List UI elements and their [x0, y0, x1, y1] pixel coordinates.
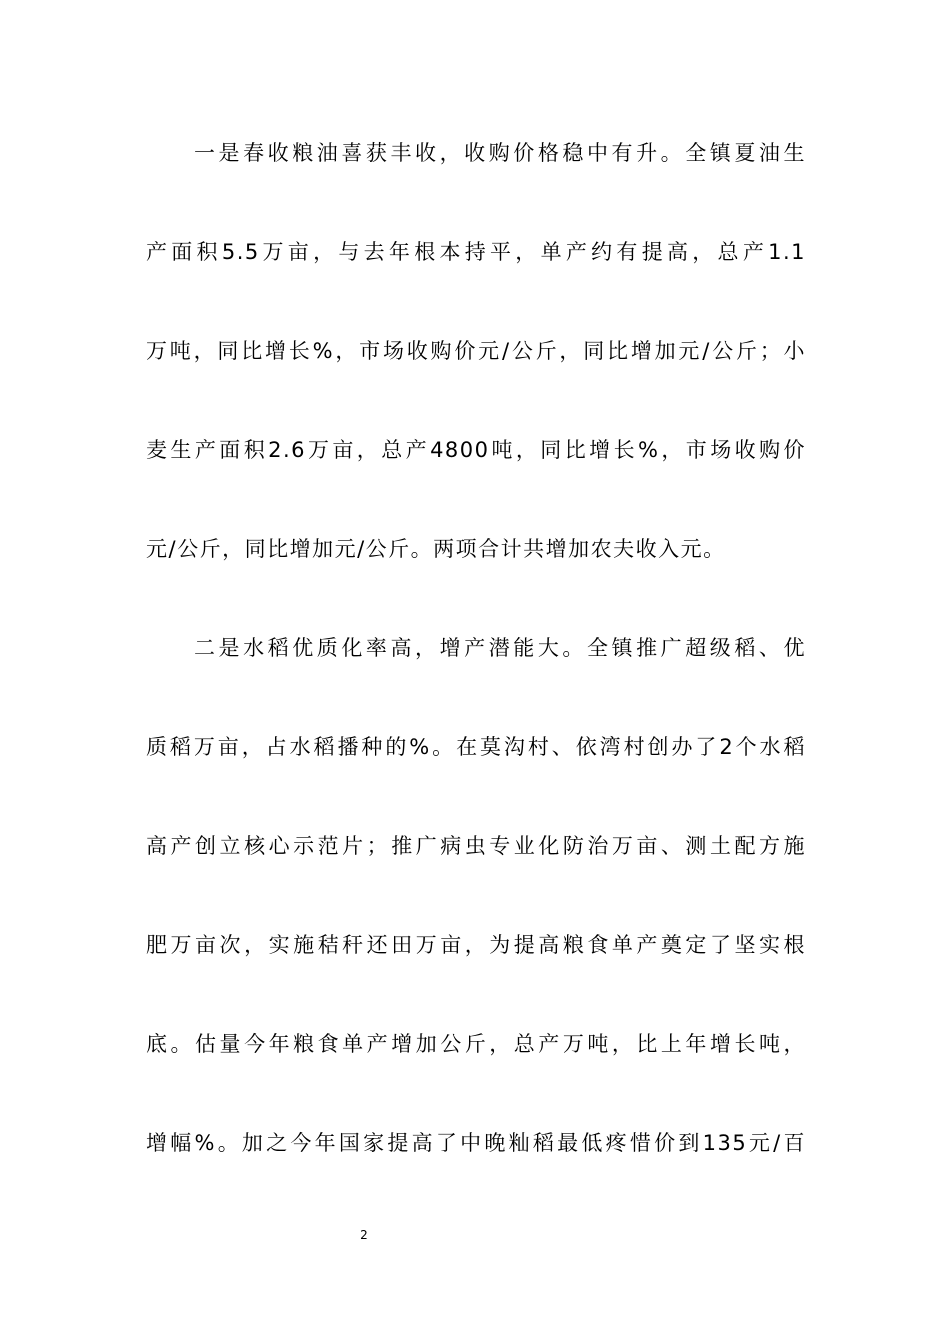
- paragraph-2-line-4: 肥万亩次，实施秸秆还田万亩，为提高粮食单产奠定了坚实根: [146, 933, 806, 957]
- paragraph-2-line-3: 高产创立核心示范片；推广病虫专业化防治万亩、测土配方施: [146, 834, 806, 858]
- paragraph-1-line-2: 产面积5.5万亩，与去年根本持平，单产约有提高，总产1.1: [146, 240, 806, 264]
- paragraph-1-line-1: 一是春收粮油喜获丰收，收购价格稳中有升。全镇夏油生: [194, 141, 806, 165]
- paragraph-1-line-5: 元/公斤，同比增加元/公斤。两项合计共增加农夫收入元。: [146, 537, 726, 561]
- page-number: 2: [360, 1228, 368, 1242]
- paragraph-1-line-3: 万吨，同比增长%，市场收购价元/公斤，同比增加元/公斤；小: [146, 339, 806, 363]
- paragraph-2-line-1: 二是水稻优质化率高，增产潜能大。全镇推广超级稻、优: [194, 636, 806, 660]
- paragraph-2-line-6: 增幅%。加之今年国家提高了中晚籼稻最低疼惜价到135元/百: [146, 1131, 806, 1155]
- paragraph-2-line-2: 质稻万亩，占水稻播种的%。在莫沟村、依湾村创办了2个水稻: [146, 735, 806, 759]
- paragraph-2-line-5: 底。估量今年粮食单产增加公斤，总产万吨，比上年增长吨，: [146, 1032, 806, 1056]
- paragraph-1-line-4: 麦生产面积2.6万亩，总产4800吨，同比增长%，市场收购价: [146, 438, 806, 462]
